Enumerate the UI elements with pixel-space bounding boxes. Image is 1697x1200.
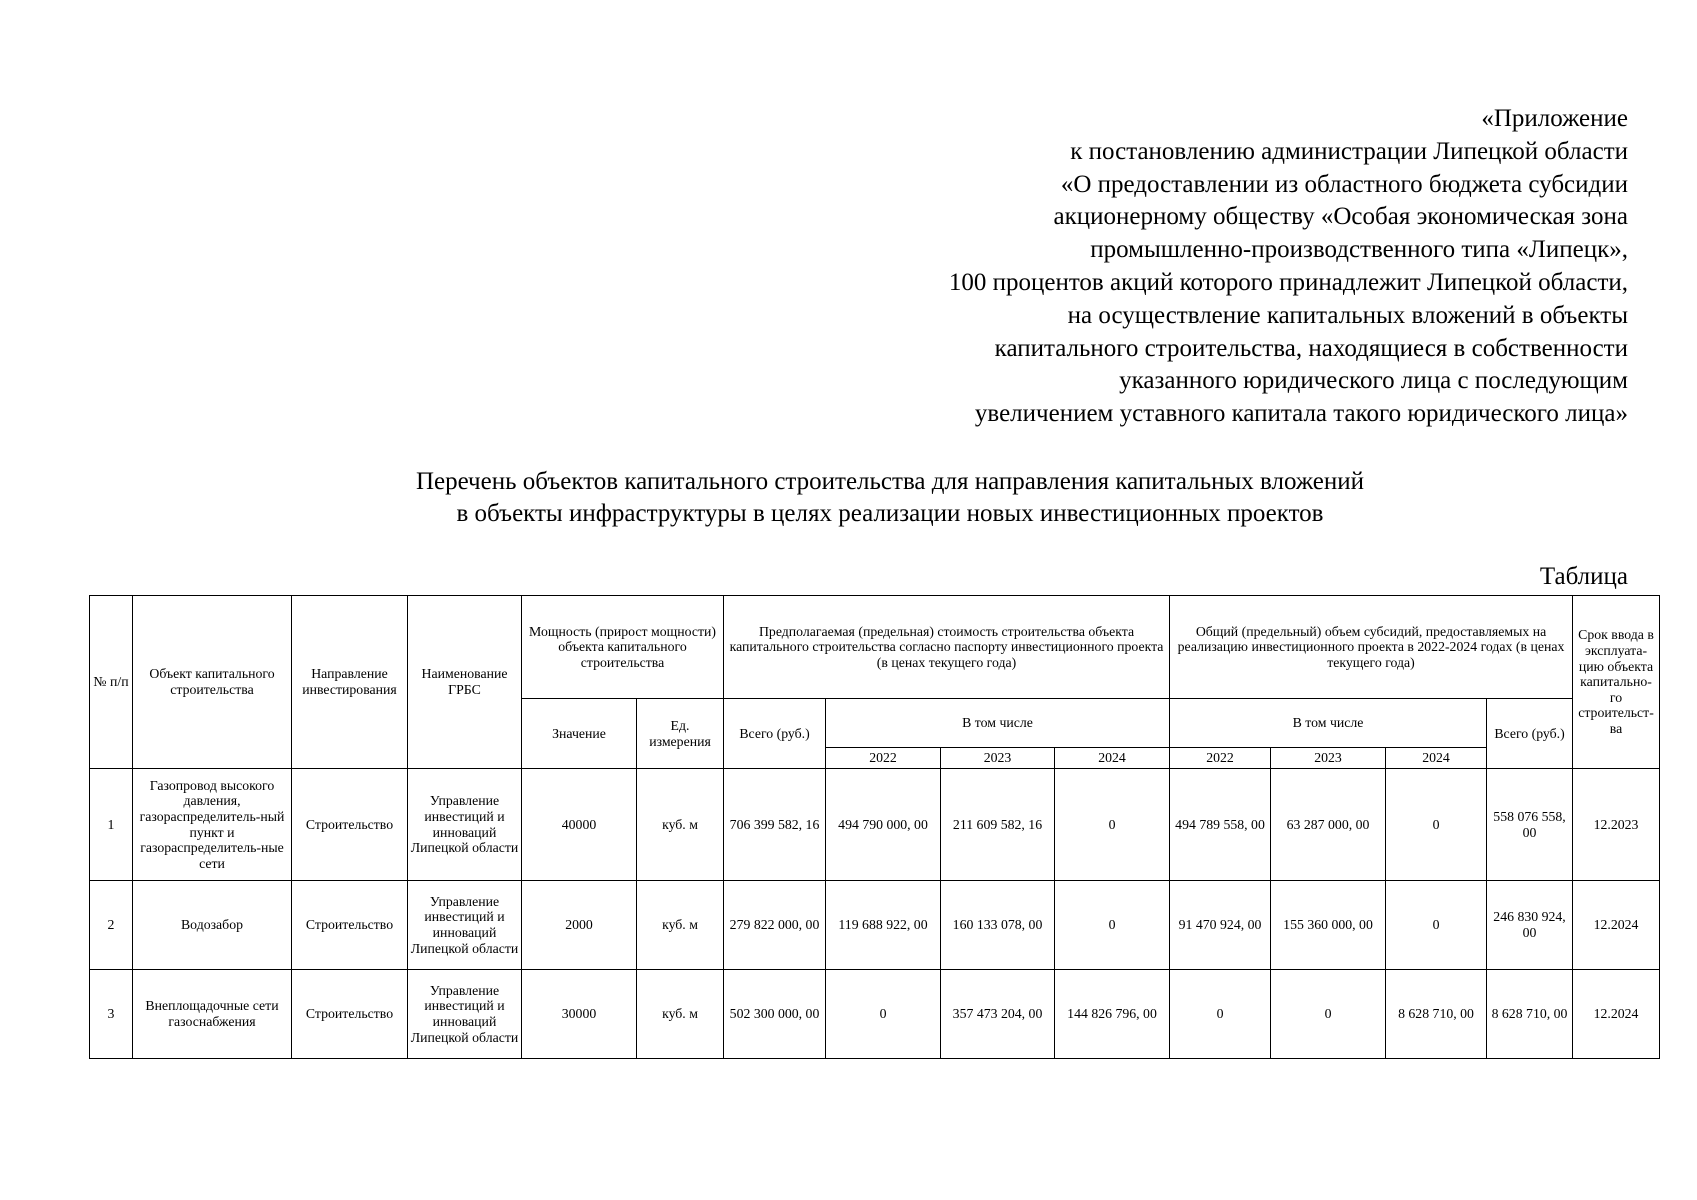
cell-subsidy-2024: 0	[1386, 881, 1487, 970]
cell-direction: Строительство	[292, 970, 408, 1059]
cell-subsidy-2023: 0	[1271, 970, 1386, 1059]
cell-num: 2	[90, 881, 133, 970]
header-num: № п/п	[90, 596, 133, 769]
cell-subsidy-2023: 155 360 000, 00	[1271, 881, 1386, 970]
header-total: Всего (руб.)	[724, 699, 826, 769]
header-including: В том числе	[1170, 699, 1487, 748]
cell-cost-2022: 119 688 922, 00	[826, 881, 941, 970]
cell-cost-2023: 357 473 204, 00	[941, 970, 1055, 1059]
cell-total: 502 300 000, 00	[724, 970, 826, 1059]
cell-subsidy-total: 558 076 558, 00	[1487, 769, 1573, 881]
appendix-line: «О предоставлении из областного бюджета субсидии	[1060, 170, 1628, 198]
cell-cost-2024: 0	[1055, 769, 1170, 881]
cell-subsidy-total: 246 830 924, 00	[1487, 881, 1573, 970]
cell-grbs: Управление инвестиций и инноваций Липецкой области	[408, 970, 522, 1059]
header-total-subsidy: Всего (руб.)	[1487, 699, 1573, 769]
cell-num: 1	[90, 769, 133, 881]
cell-subsidy-2024: 8 628 710, 00	[1386, 970, 1487, 1059]
header-deadline: Срок ввода в эксплуата-цию объекта капитально-го строительст-ва	[1573, 596, 1660, 769]
appendix-line: капитального строительства, находящиеся в собственности	[994, 334, 1628, 362]
cell-grbs: Управление инвестиций и инноваций Липецкой области	[408, 769, 522, 881]
cell-total: 706 399 582, 16	[724, 769, 826, 881]
header-year: 2024	[1386, 748, 1487, 769]
table-row	[90, 970, 1660, 1059]
appendix-block	[949, 103, 1628, 431]
appendix-line: промышленно-производственного типа «Липецк»,	[1090, 236, 1628, 264]
table-label: Таблица	[1539, 563, 1628, 590]
heading-line: в объекты инфраструктуры в целях реализации новых инвестиционных проектов	[456, 500, 1324, 527]
cell-direction: Строительство	[292, 769, 408, 881]
header-subsidy: Общий (предельный) объем субсидий, предоставляемых на реализацию инвестиционного проекта в 2022-2024 годах (в ценах текущего года)	[1170, 596, 1573, 699]
header-year: 2023	[941, 748, 1055, 769]
cell-unit: куб. м	[637, 769, 724, 881]
appendix-line: на осуществление капитальных вложений в объекты	[1067, 301, 1628, 329]
cell-value: 30000	[522, 970, 637, 1059]
cell-subsidy-2024: 0	[1386, 769, 1487, 881]
heading-line: Перечень объектов капитального строительства для направления капитальных вложений	[415, 468, 1365, 495]
objects-table	[89, 595, 1660, 1059]
cell-value: 40000	[522, 769, 637, 881]
appendix-line: 100 процентов акций которого принадлежит Липецкой области,	[948, 268, 1628, 296]
header-row	[90, 596, 1660, 699]
cell-deadline: 12.2024	[1573, 881, 1660, 970]
cell-num: 3	[90, 970, 133, 1059]
appendix-line: указанного юридического лица с последующим	[1119, 367, 1628, 395]
header-value: Значение	[522, 699, 637, 769]
cell-cost-2023: 160 133 078, 00	[941, 881, 1055, 970]
appendix-line: к постановлению администрации Липецкой области	[1070, 137, 1628, 165]
cell-subsidy-total: 8 628 710, 00	[1487, 970, 1573, 1059]
cell-subsidy-2022: 494 789 558, 00	[1170, 769, 1271, 881]
cell-cost-2022: 494 790 000, 00	[826, 769, 941, 881]
header-direction: Направление инвестирования	[292, 596, 408, 769]
cell-deadline: 12.2024	[1573, 970, 1660, 1059]
cell-object: Газопровод высокого давления, газораспределитель-ный пункт и газораспределитель-ные сети	[133, 769, 292, 881]
header-year: 2022	[826, 748, 941, 769]
table-row	[90, 769, 1660, 881]
cell-subsidy-2022: 91 470 924, 00	[1170, 881, 1271, 970]
header-object: Объект капитального строительства	[133, 596, 292, 769]
header-year: 2023	[1271, 748, 1386, 769]
header-year: 2024	[1055, 748, 1170, 769]
cell-cost-2024: 144 826 796, 00	[1055, 970, 1170, 1059]
cell-subsidy-2022: 0	[1170, 970, 1271, 1059]
table-row	[90, 881, 1660, 970]
header-year: 2022	[1170, 748, 1271, 769]
appendix-line: акционерному обществу «Особая экономическая зона	[1053, 203, 1628, 231]
cell-cost-2023: 211 609 582, 16	[941, 769, 1055, 881]
header-cost: Предполагаемая (предельная) стоимость строительства объекта капитального строительства согласно паспорту инвестиционного проекта (в ценах текущего года)	[724, 596, 1170, 699]
cell-unit: куб. м	[637, 970, 724, 1059]
appendix-line: увеличением уставного капитала такого юридического лица»	[974, 400, 1628, 428]
header-unit: Ед. измерения	[637, 699, 724, 769]
cell-total: 279 822 000, 00	[724, 881, 826, 970]
appendix-line: «Приложение	[1481, 105, 1628, 132]
cell-cost-2022: 0	[826, 970, 941, 1059]
cell-object: Внеплощадочные сети газоснабжения	[133, 970, 292, 1059]
document-heading	[0, 466, 1697, 530]
cell-value: 2000	[522, 881, 637, 970]
cell-grbs: Управление инвестиций и инноваций Липецкой области	[408, 881, 522, 970]
header-grbs: Наименование ГРБС	[408, 596, 522, 769]
header-capacity: Мощность (прирост мощности) объекта капитального строительства	[522, 596, 724, 699]
cell-cost-2024: 0	[1055, 881, 1170, 970]
cell-unit: куб. м	[637, 881, 724, 970]
cell-direction: Строительство	[292, 881, 408, 970]
header-including: В том числе	[826, 699, 1170, 748]
cell-deadline: 12.2023	[1573, 769, 1660, 881]
cell-subsidy-2023: 63 287 000, 00	[1271, 769, 1386, 881]
cell-object: Водозабор	[133, 881, 292, 970]
